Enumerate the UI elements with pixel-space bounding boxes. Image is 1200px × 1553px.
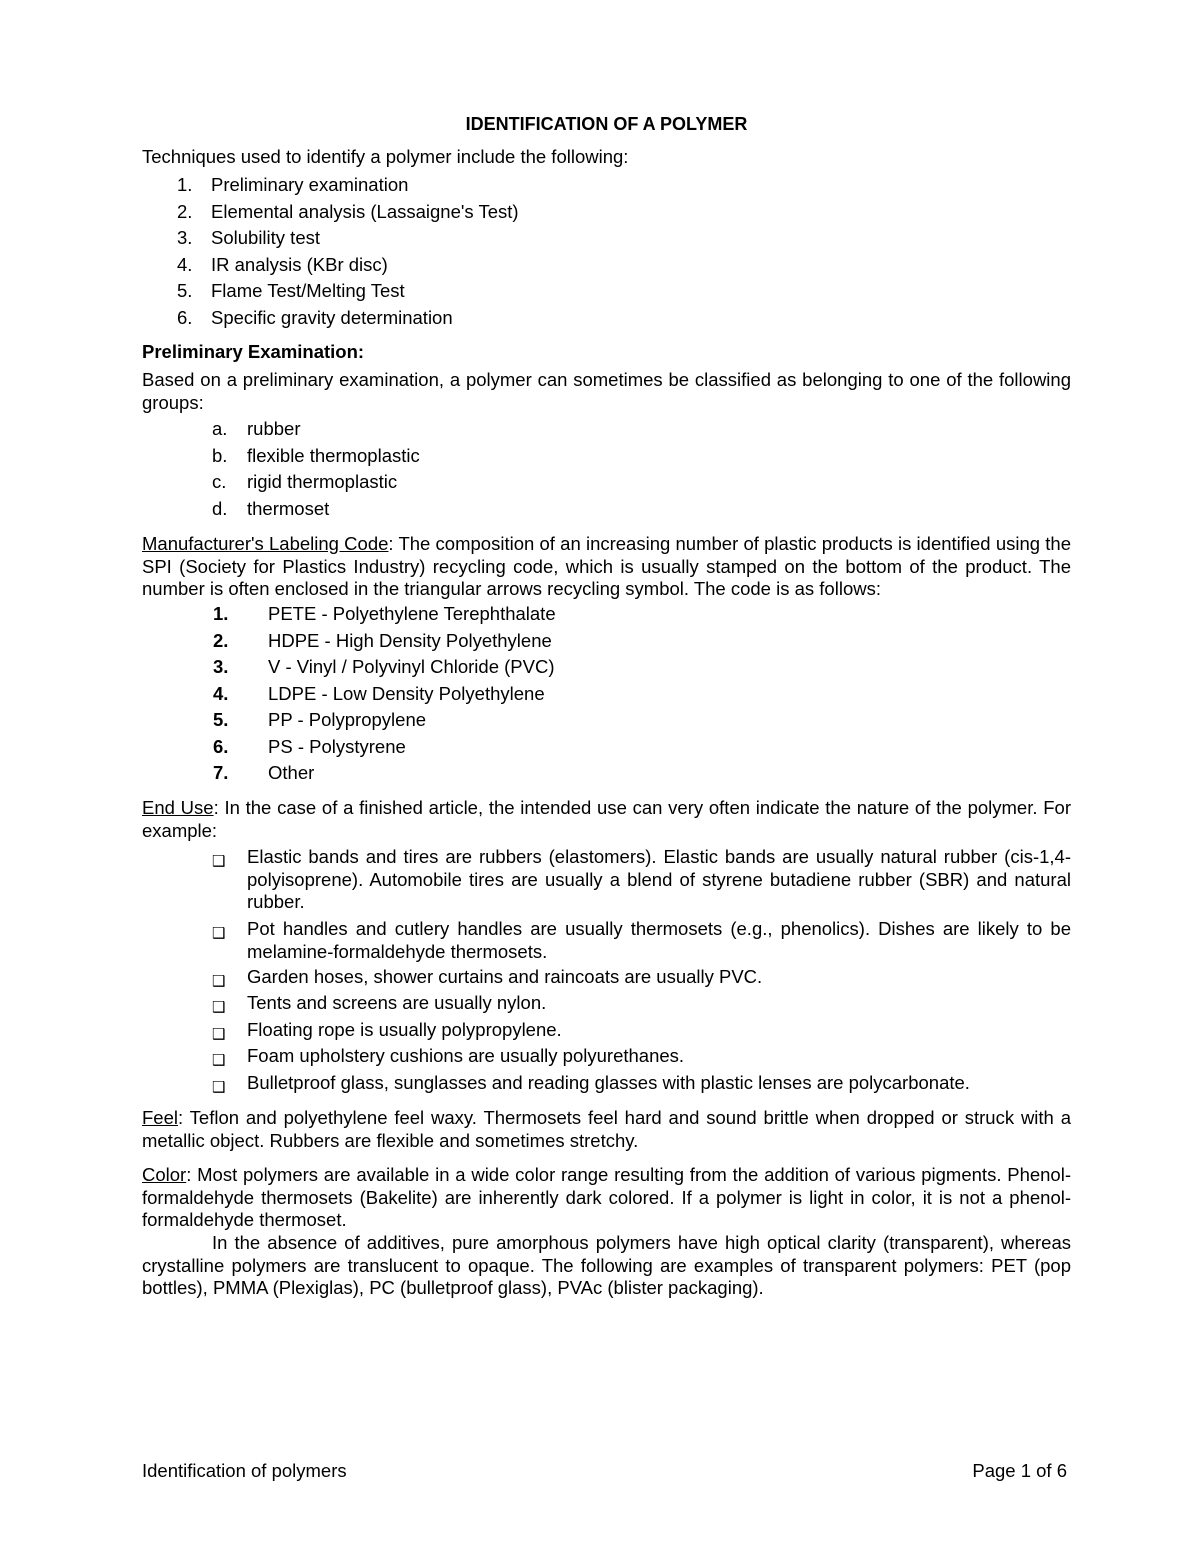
labeling-label: Manufacturer's Labeling Code: [142, 533, 389, 554]
prelim-text: Based on a preliminary examination, a polymer can sometimes be classified as belonging to one of the following groups:: [142, 369, 1071, 413]
list-item: 5. Flame Test/Melting Test: [177, 280, 405, 301]
feel-label: Feel: [142, 1107, 178, 1128]
end-use-bullet: ❑ Bulletproof glass, sunglasses and reading glasses with plastic lenses are polycarbonate.: [212, 1072, 1071, 1095]
end-use-label: End Use: [142, 797, 214, 818]
list-item: 4. LDPE - Low Density Polyethylene: [213, 682, 545, 704]
end-use-bullet: ❑ Garden hoses, shower curtains and raincoats are usually PVC.: [212, 966, 1071, 989]
end-use-bullet: ❑ Foam upholstery cushions are usually polyurethanes.: [212, 1045, 1071, 1068]
groups-list: [212, 416, 912, 522]
labeling-text: : The composition of an increasing number of plastic products is identified using the SPI (Society for Plastics Industry) recycling code, which is usually stamped on the bottom of the product. The number is often enclosed in the triangular arrows recycling symbol. The code is as follows:: [142, 533, 1071, 599]
color-text: : Most polymers are available in a wide color range resulting from the addition of various pigments. Phenol-formaldehyde thermosets (Bakelite) are inherently dark colored. If a polymer is light in color, it is not a phenol-formaldehyde thermoset.: [142, 1164, 1071, 1230]
feel-text: : Teflon and polyethylene feel waxy. Thermosets feel hard and sound brittle when dropped or struck with a metallic object. Rubbers are flexible and sometimes stretchy.: [142, 1107, 1071, 1151]
checkbox-bullet-icon: ❑: [212, 999, 226, 1016]
color-label: Color: [142, 1164, 187, 1185]
list-item: 2. HDPE - High Density Polyethylene: [213, 629, 552, 651]
color-paragraph-2: In the absence of additives, pure amorphous polymers have high optical clarity (transparent), whereas crystalline polymers are translucent to opaque. The following are examples of transparent polymers: PET (pop bottles), PMMA (Plexiglas), PC (bulletproof glass), PVAc (blister packaging).: [142, 1232, 1071, 1298]
list-item: 3. Solubility test: [177, 227, 320, 248]
checkbox-bullet-icon: ❑: [212, 1079, 226, 1096]
list-item: 1. Preliminary examination: [177, 174, 409, 195]
list-item: d. thermoset: [212, 497, 330, 519]
feel-paragraph: [142, 1107, 1071, 1152]
end-use-text: : In the case of a finished article, the intended use can very often indicate the nature of the polymer. For example:: [142, 797, 1071, 841]
footer-page-number: Page 1 of 6: [972, 1460, 1067, 1481]
prelim-heading: Preliminary Examination:: [142, 341, 365, 362]
color-paragraph: [142, 1164, 1071, 1232]
page-footer: [142, 1460, 1071, 1486]
footer-doc-title: Identification of polymers: [142, 1460, 347, 1481]
labeling-paragraph: [142, 533, 1071, 601]
end-use-bullet: ❑ Tents and screens are usually nylon.: [212, 992, 1071, 1015]
list-item: 6. PS - Polystyrene: [213, 735, 406, 757]
checkbox-bullet-icon: ❑: [212, 973, 226, 990]
list-item: 2. Elemental analysis (Lassaigne's Test): [177, 200, 519, 222]
list-item: 7. Other: [213, 762, 315, 783]
end-use-paragraph: [142, 797, 1071, 842]
list-item: 3. V - Vinyl / Polyvinyl Chloride (PVC): [213, 656, 555, 677]
end-use-bullet: ❑ Pot handles and cutlery handles are usually thermosets (e.g., phenolics). Dishes are likely to be melamine-formaldehyde thermosets.: [212, 918, 1071, 962]
list-item: 6. Specific gravity determination: [177, 306, 453, 328]
list-item: c. rigid thermoplastic: [212, 471, 398, 492]
end-use-bullet: ❑ Floating rope is usually polypropylene.: [212, 1019, 1071, 1042]
checkbox-bullet-icon: ❑: [212, 1052, 226, 1069]
checkbox-bullet-icon: ❑: [212, 1026, 226, 1043]
checkbox-bullet-icon: ❑: [212, 853, 226, 870]
list-item: 1. PETE - Polyethylene Terephthalate: [213, 603, 556, 624]
list-item: 4. IR analysis (KBr disc): [177, 253, 388, 275]
techniques-list: [177, 172, 977, 331]
end-use-bullet: ❑ Elastic bands and tires are rubbers (elastomers). Elastic bands are usually natural rubber (cis-1,4-polyisoprene). Automobile tires are usually a blend of styrene butadiene rubber (SBR) and natural rubber.: [212, 846, 1071, 912]
recycling-codes-list: [213, 601, 1013, 787]
list-item: a. rubber: [212, 418, 301, 439]
document-title: IDENTIFICATION OF A POLYMER: [465, 114, 748, 134]
list-item: 5. PP - Polypropylene: [213, 709, 427, 730]
list-item: b. flexible thermoplastic: [212, 444, 420, 466]
checkbox-bullet-icon: ❑: [212, 925, 226, 942]
intro-text: Techniques used to identify a polymer include the following:: [142, 146, 629, 167]
